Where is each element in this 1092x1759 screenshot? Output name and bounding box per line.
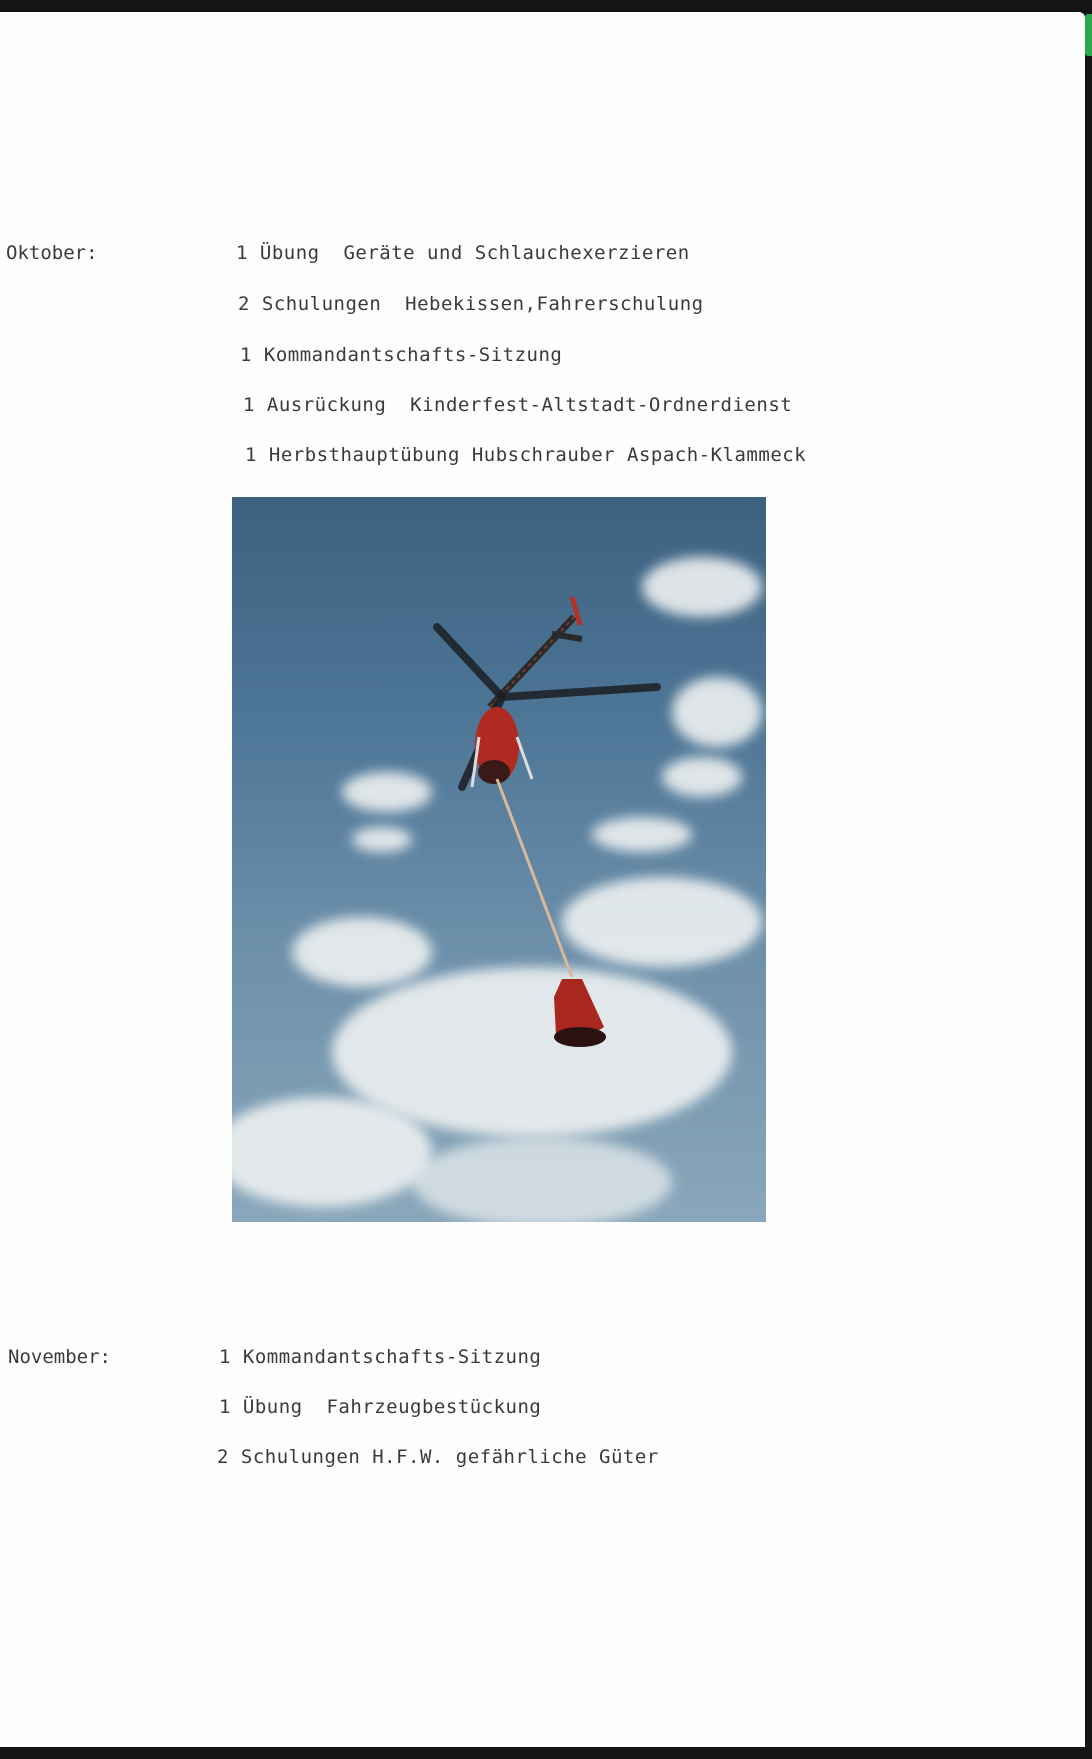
october-entry-3: 1 Kommandantschafts-Sitzung: [240, 344, 563, 366]
month-label-november: November:: [8, 1346, 111, 1368]
helicopter-icon: [232, 497, 766, 1222]
november-entry-1: 1 Kommandantschafts-Sitzung: [219, 1346, 542, 1368]
month-label-october: Oktober:: [6, 242, 98, 264]
october-entry-5: 1 Herbsthauptübung Hubschrauber Aspach-Klammeck: [245, 444, 807, 466]
november-entry-3: 2 Schulungen H.F.W. gefährliche Güter: [217, 1446, 659, 1468]
october-entry-4: 1 Ausrückung Kinderfest-Altstadt-Ordnerdienst: [243, 394, 793, 416]
page-tab-marker: [1085, 14, 1092, 56]
october-entry-1: 1 Übung Geräte und Schlauchexerzieren: [236, 242, 690, 264]
helicopter-photo: [232, 497, 766, 1222]
november-entry-2: 1 Übung Fahrzeugbestückung: [219, 1396, 542, 1418]
october-entry-2: 2 Schulungen Hebekissen,Fahrerschulung: [238, 293, 704, 315]
